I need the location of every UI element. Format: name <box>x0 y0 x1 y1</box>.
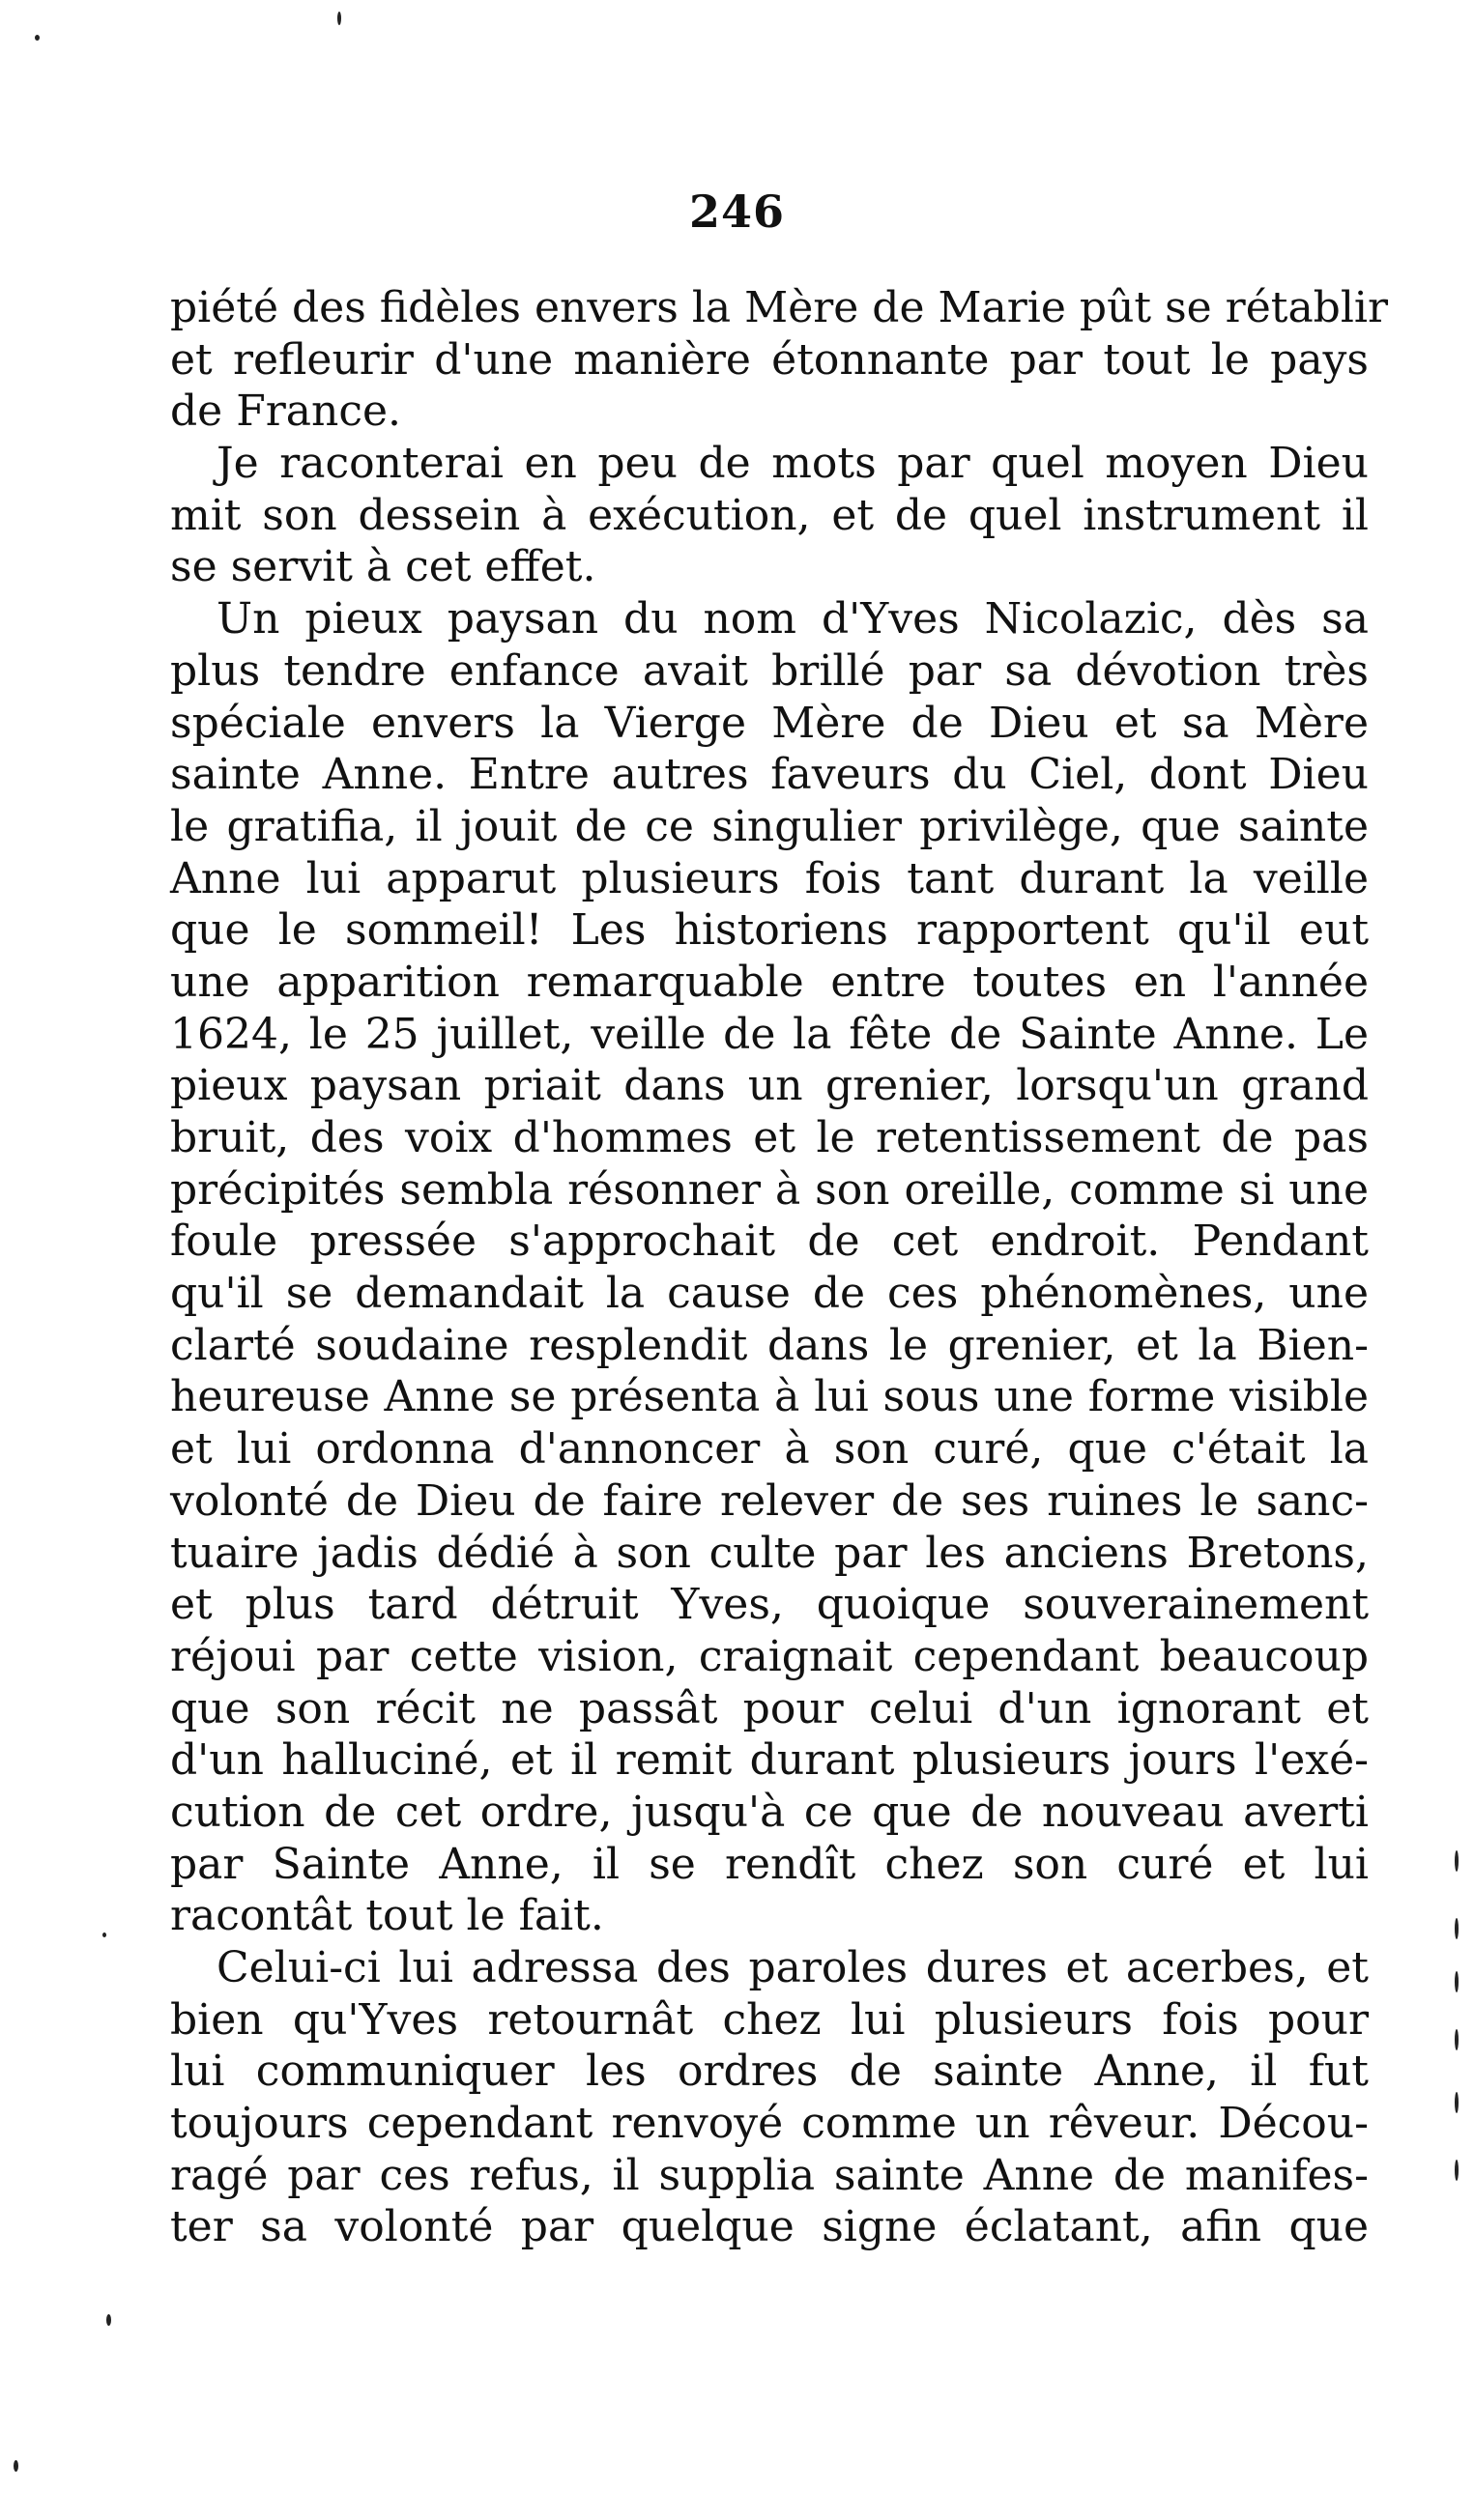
text-line: d'un halluciné, et il remit durant plusieurs jours l'exé- <box>170 1735 1369 1786</box>
text-line: une apparition remarquable entre toutes en l'année <box>170 957 1369 1007</box>
text-line: précipités sembla résonner à son oreille, comme si une <box>170 1164 1369 1215</box>
scan-speck <box>35 35 40 41</box>
page-number: 246 <box>688 186 786 238</box>
text-line: Je raconterai en peu de mots par quel moyen Dieu <box>217 439 1369 489</box>
scan-speck <box>1455 2092 1459 2113</box>
text-line: mit son dessein à exécution, et de quel instrument il <box>170 490 1369 540</box>
text-line: Anne lui apparut plusieurs fois tant durant la veille <box>170 853 1369 903</box>
scan-speck <box>1455 2160 1459 2181</box>
scan-speck <box>1455 1971 1459 1992</box>
text-line: et refleurir d'une manière étonnante par tout le pays <box>170 334 1369 385</box>
text-line: pieux paysan priait dans un grenier, lorsqu'un grand <box>170 1061 1369 1111</box>
text-line: toujours cependant renvoyé comme un rêveur. Décou- <box>170 2099 1369 2149</box>
text-line: ragé par ces refus, il supplia sainte Anne de manifes- <box>170 2150 1369 2200</box>
text-line: que son récit ne passât pour celui d'un ignorant et <box>170 1683 1369 1733</box>
scan-speck <box>14 2460 18 2472</box>
text-line: de France. <box>170 387 401 437</box>
text-line: le gratifia, il jouit de ce singulier privilège, que sainte <box>170 801 1369 851</box>
scan-speck <box>1455 2029 1459 2050</box>
text-line: tuaire jadis dédié à son culte par les anciens Bretons, <box>170 1528 1369 1578</box>
text-line: réjoui par cette vision, craignait cependant beaucoup <box>170 1631 1369 1681</box>
text-line: foule pressée s'approchait de cet endroit. Pendant <box>170 1217 1369 1267</box>
text-line: que le sommeil! Les historiens rapportent qu'il eut <box>170 905 1369 956</box>
scan-speck <box>102 1933 106 1937</box>
body-text <box>170 282 1389 2253</box>
text-line: sainte Anne. Entre autres faveurs du Ciel, dont Dieu <box>170 750 1369 800</box>
text-line: volonté de Dieu de faire relever de ses ruines le sanc- <box>170 1475 1369 1526</box>
text-line: bruit, des voix d'hommes et le retentissement de pas <box>170 1113 1369 1162</box>
text-line: et plus tard détruit Yves, quoique souverainement <box>170 1580 1369 1630</box>
text-line: clarté soudaine resplendit dans le grenier, et la Bien- <box>170 1320 1369 1370</box>
text-line: et lui ordonna d'annoncer à son curé, que c'était la <box>170 1424 1369 1475</box>
scan-speck <box>1455 1850 1459 1872</box>
text-line: 1624, le 25 juillet, veille de la fête de Sainte Anne. Le <box>170 1009 1369 1059</box>
text-line: spéciale envers la Vierge Mère de Dieu et sa Mère <box>170 698 1369 748</box>
text-line: racontât tout le fait. <box>170 1891 604 1941</box>
text-line: qu'il se demandait la cause de ces phénomènes, une <box>170 1269 1369 1319</box>
scan-speck <box>106 2314 111 2326</box>
text-line: par Sainte Anne, il se rendît chez son curé et lui <box>170 1839 1369 1889</box>
text-line: se servit à cet effet. <box>170 542 596 592</box>
text-line: cution de cet ordre, jusqu'à ce que de nouveau averti <box>170 1787 1369 1837</box>
text-line: ter sa volonté par quelque signe éclatant, afin que <box>170 2202 1369 2252</box>
text-line: Un pieux paysan du nom d'Yves Nicolazic, dès sa <box>217 594 1369 644</box>
text-line: lui communiquer les ordres de sainte Anne, il fut <box>170 2047 1369 2097</box>
text-line: plus tendre enfance avait brillé par sa dévotion très <box>170 645 1369 696</box>
text-line: piété des fidèles envers la Mère de Marie pût se rétablir <box>170 283 1389 332</box>
text-line: bien qu'Yves retournât chez lui plusieurs fois pour <box>170 1994 1369 2045</box>
scan-speck <box>337 12 341 25</box>
text-line: heureuse Anne se présenta à lui sous une forme visible <box>170 1372 1369 1422</box>
text-line: Celui-ci lui adressa des paroles dures et acerbes, et <box>217 1943 1369 1992</box>
scan-speck <box>1455 1918 1459 1939</box>
